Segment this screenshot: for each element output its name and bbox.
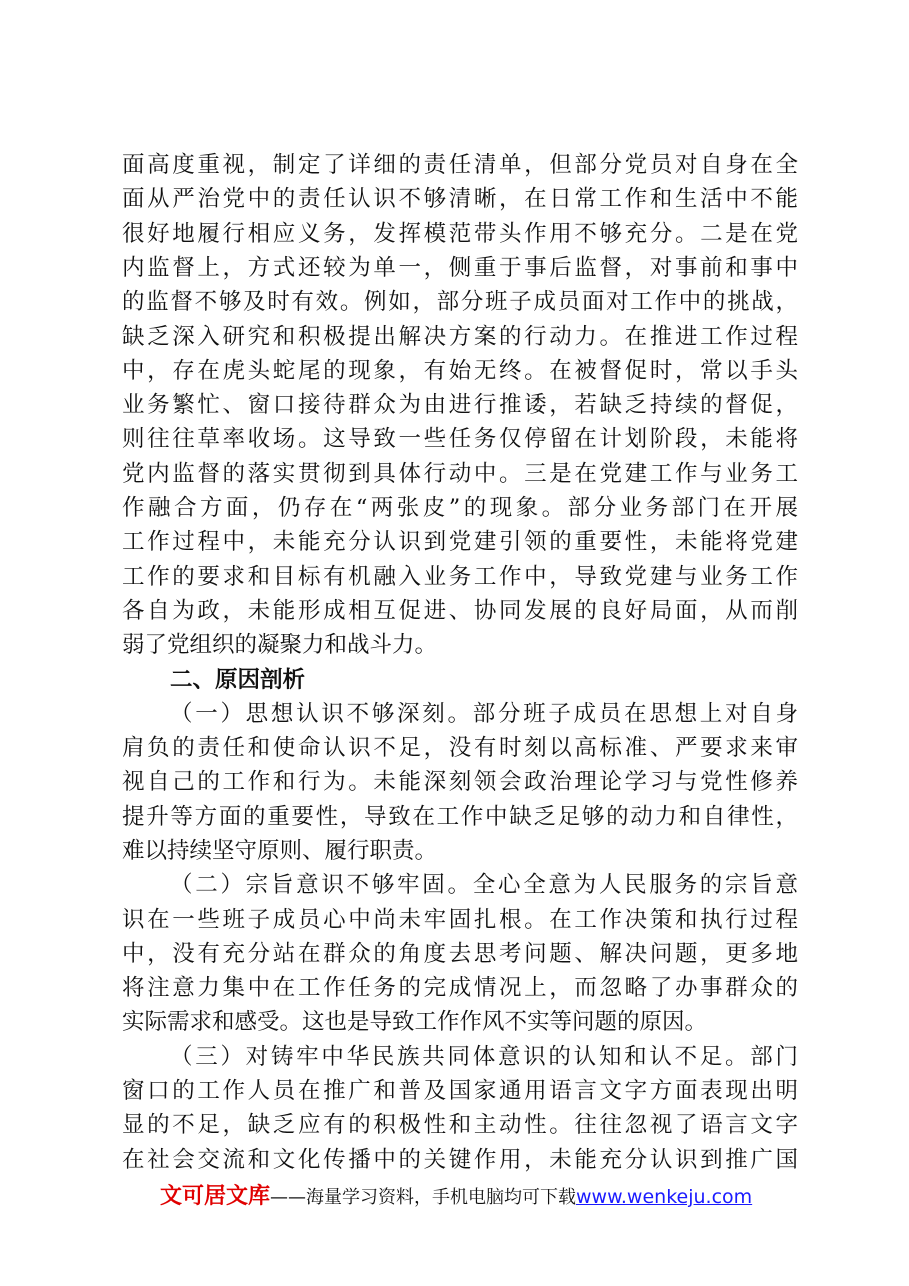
paragraph-1-line-7: 中，存在虎头蛇尾的现象，有始无终。在被督促时，常以手头: [122, 358, 798, 384]
page-footer: [160, 1180, 752, 1214]
paragraph-1-line-3: 很好地履行相应义务，发挥模范带头作用不够充分。二是在党: [122, 221, 798, 247]
paragraph-1-line-11: 作融合方面，仍存在“两张皮”的现象。部分业务部门在开展: [122, 495, 798, 521]
footer-tagline: ——海量学习资料，手机电脑均可下载: [270, 1187, 577, 1208]
paragraph-1-line-4: 内监督上，方式还较为单一，侧重于事后监督，对事前和事中: [122, 255, 798, 281]
paragraph-2-line-3: 视自己的工作和行为。未能深刻领会政治理论学习与党性修养: [122, 769, 798, 795]
section-heading: 二、原因剖析: [170, 667, 306, 693]
paragraph-1-line-13: 工作的要求和目标有机融入业务工作中，导致党建与业务工作: [122, 564, 798, 590]
paragraph-2-line-5: 难以持续坚守原则、履行职责。: [122, 838, 438, 864]
paragraph-1-line-9: 则往往草率收场。这导致一些任务仅停留在计划阶段，未能将: [122, 426, 798, 452]
paragraph-1-line-10: 党内监督的落实贯彻到具体行动中。三是在党建工作与业务工: [122, 461, 798, 487]
paragraph-1-line-15: 弱了党组织的凝聚力和战斗力。: [122, 632, 438, 658]
paragraph-4-line-3: 显的不足，缺乏应有的积极性和主动性。往往忽视了语言文字: [122, 1112, 798, 1138]
paragraph-3-line-2: 识在一些班子成员心中尚未牢固扎根。在工作决策和执行过程: [122, 907, 798, 933]
paragraph-2-line-2: 肩负的责任和使命认识不足，没有时刻以高标准、严要求来审: [122, 735, 798, 761]
paragraph-1-line-14: 各自为政，未能形成相互促进、协同发展的良好局面，从而削: [122, 598, 798, 624]
paragraph-4-line-4: 在社会交流和文化传播中的关键作用，未能充分认识到推广国: [122, 1147, 798, 1173]
paragraph-3-line-1: （二）宗旨意识不够牢固。全心全意为人民服务的宗旨意: [170, 872, 798, 898]
footer-url-link[interactable]: www.wenkeju.com: [576, 1186, 753, 1208]
paragraph-3-line-5: 实际需求和感受。这也是导致工作作风不实等问题的原因。: [122, 1009, 708, 1035]
paragraph-3-line-3: 中，没有充分站在群众的角度去思考问题、解决问题，更多地: [122, 941, 798, 967]
paragraph-4-line-1: （三）对铸牢中华民族共同体意识的认知和认不足。部门: [170, 1044, 798, 1070]
paragraph-1-line-8: 业务繁忙、窗口接待群众为由进行推诿，若缺乏持续的督促，: [122, 392, 798, 418]
paragraph-1-line-2: 面从严治党中的责任认识不够清晰，在日常工作和生活中不能: [122, 186, 798, 212]
paragraph-1-line-12: 工作过程中，未能充分认识到党建引领的重要性，未能将党建: [122, 529, 798, 555]
paragraph-1-line-5: 的监督不够及时有效。例如，部分班子成员面对工作中的挑战，: [122, 289, 798, 315]
paragraph-2-line-4: 提升等方面的重要性，导致在工作中缺乏足够的动力和自律性，: [122, 804, 798, 830]
paragraph-4-line-2: 窗口的工作人员在推广和普及国家通用语言文字方面表现出明: [122, 1078, 798, 1104]
paragraph-1-line-1: 面高度重视，制定了详细的责任清单，但部分党员对自身在全: [122, 152, 798, 178]
paragraph-3-line-4: 将注意力集中在工作任务的完成情况上，而忽略了办事群众的: [122, 975, 798, 1001]
paragraph-2-line-1: （一）思想认识不够深刻。部分班子成员在思想上对自身: [170, 701, 798, 727]
paragraph-1-line-6: 缺乏深入研究和积极提出解决方案的行动力。在推进工作过程: [122, 324, 798, 350]
footer-brand: 文可居文库: [160, 1184, 271, 1209]
